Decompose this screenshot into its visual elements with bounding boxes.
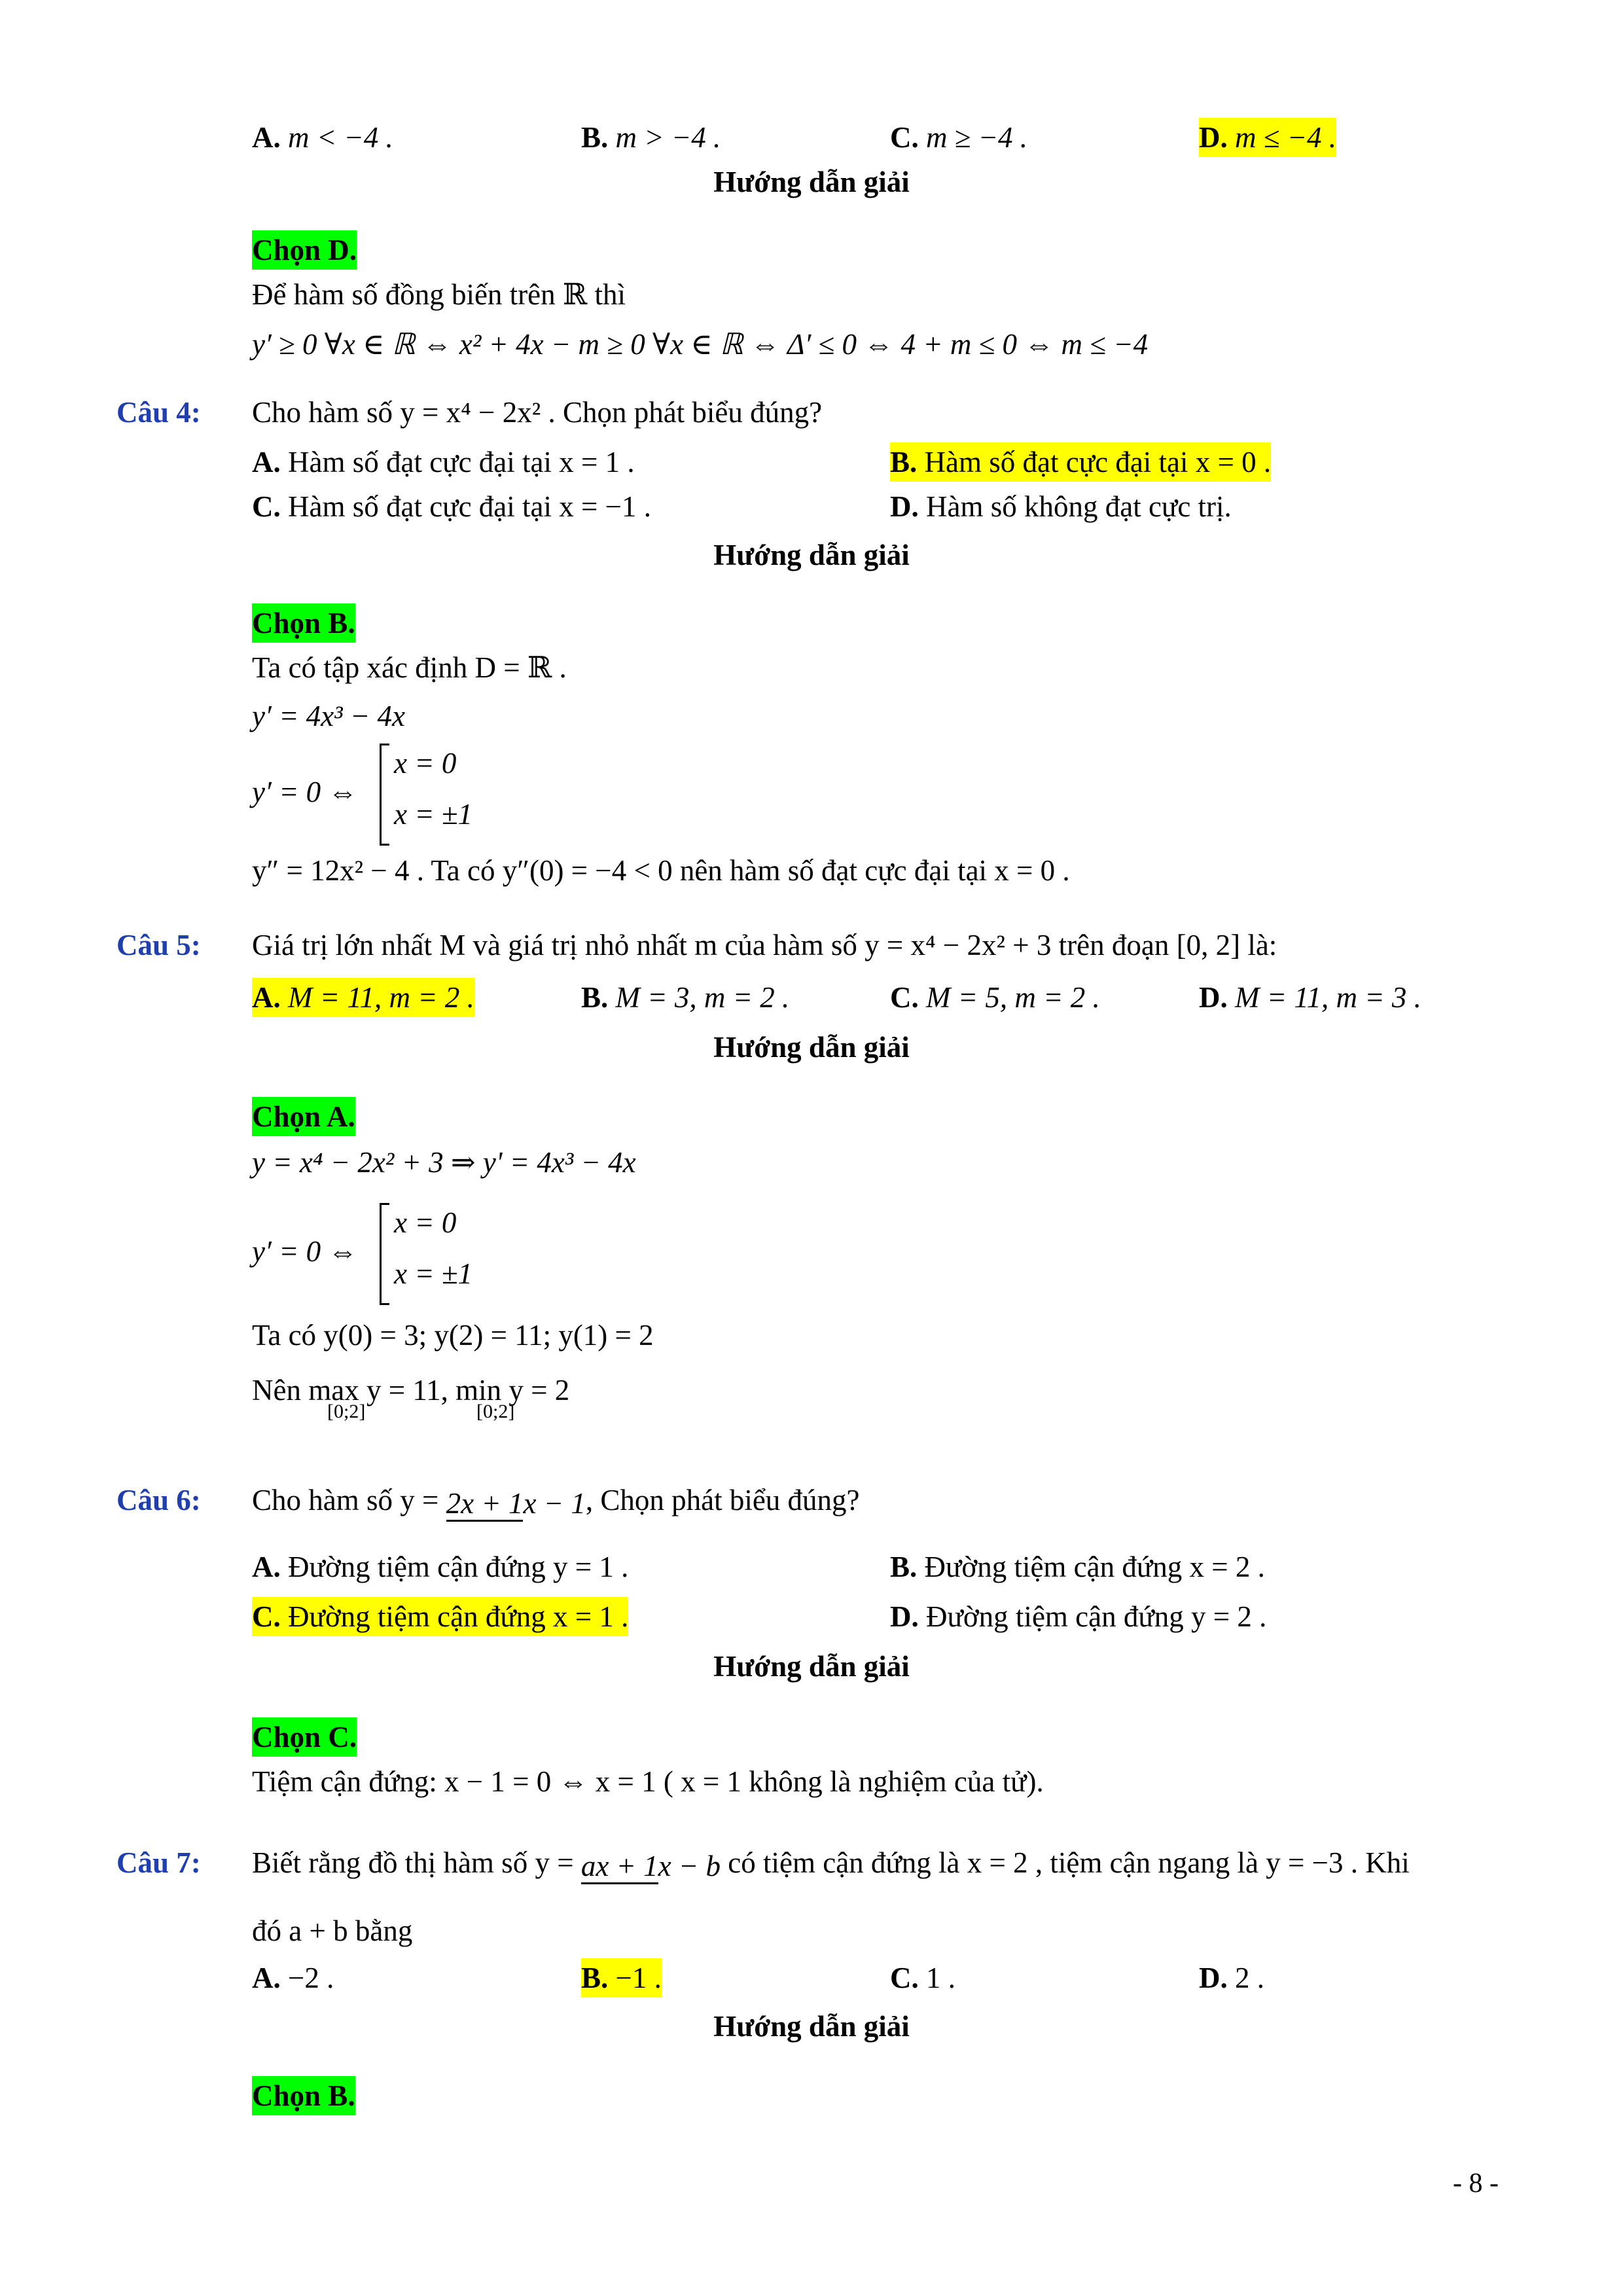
q6-fraction: 2x + 1x − 1 xyxy=(446,1462,586,1545)
q5-solution-line1: y = x⁴ − 2x² + 3 ⇒ y' = 4x³ − 4x xyxy=(252,1146,636,1179)
page-number: - 8 - xyxy=(1453,2168,1499,2198)
q3-solution-line1: Để hàm số đồng biến trên ℝ thì xyxy=(252,278,626,311)
q7-guide-heading: Hướng dẫn giải xyxy=(713,2010,910,2043)
q3-option-d-correct: D. m ≤ −4 . xyxy=(1199,118,1336,157)
q4-option-b-correct: B. Hàm số đạt cực đại tại x = 0 . xyxy=(890,442,1271,482)
q6-answer-badge: Chọn C. xyxy=(252,1717,357,1757)
q7-option-c: C. 1 . xyxy=(890,1962,955,1994)
q4-system-bottom: x = ±1 xyxy=(394,798,473,831)
q4-label: Câu 4: xyxy=(116,396,201,429)
q7-stem-line2: đó a + b bằng xyxy=(252,1914,413,1947)
q4-system-top: x = 0 xyxy=(394,747,457,780)
q4-option-d: D. Hàm số không đạt cực trị. xyxy=(890,490,1232,523)
q7-answer-badge: Chọn B. xyxy=(252,2076,355,2115)
q5-option-a-correct: A. M = 11, m = 2 . xyxy=(252,978,474,1017)
q6-stem: Cho hàm số y = 2x + 1x − 1, Chọn phát biểu đúng? xyxy=(252,1458,860,1545)
q3-guide-heading: Hướng dẫn giải xyxy=(713,166,910,198)
q3-answer-badge: Chọn D. xyxy=(252,230,357,270)
q6-option-c-correct: C. Đường tiệm cận đứng x = 1 . xyxy=(252,1597,628,1636)
q4-answer-badge: Chọn B. xyxy=(252,603,355,643)
q4-stem: Cho hàm số y = x⁴ − 2x² . Chọn phát biểu đúng? xyxy=(252,396,823,429)
q4-option-c: C. Hàm số đạt cực đại tại x = −1 . xyxy=(252,490,652,523)
q4-option-a: A. Hàm số đạt cực đại tại x = 1 . xyxy=(252,446,635,478)
q5-solution-line3: Ta có y(0) = 3; y(2) = 11; y(1) = 2 xyxy=(252,1319,654,1352)
q5-option-d: D. M = 11, m = 3 . xyxy=(1199,981,1421,1014)
q7-option-b-correct: B. −1 . xyxy=(581,1958,662,1998)
q6-label: Câu 6: xyxy=(116,1484,201,1516)
q6-solution-line1: Tiệm cận đứng: x − 1 = 0 ⇔ x = 1 ( x = 1 không là nghiệm của tử). xyxy=(252,1765,1044,1798)
q6-option-d: D. Đường tiệm cận đứng y = 2 . xyxy=(890,1600,1267,1633)
q5-option-c: C. M = 5, m = 2 . xyxy=(890,981,1100,1014)
q5-solution-line4: Nên max y = 11, min y = 2 xyxy=(252,1374,570,1407)
q5-guide-heading: Hướng dẫn giải xyxy=(713,1031,910,1064)
q5-min-subscript: [0;2] xyxy=(476,1401,515,1422)
q5-option-b: B. M = 3, m = 2 . xyxy=(581,981,790,1014)
q6-option-a: A. Đường tiệm cận đứng y = 1 . xyxy=(252,1551,629,1583)
q7-option-d: D. 2 . xyxy=(1199,1962,1264,1994)
q5-system-top: x = 0 xyxy=(394,1206,457,1239)
q3-option-a: A. m < −4 . xyxy=(252,121,393,154)
q4-guide-heading: Hướng dẫn giải xyxy=(713,539,910,571)
q5-max-subscript: [0;2] xyxy=(327,1401,366,1422)
q4-solution-line2: y′ = 4x³ − 4x xyxy=(252,700,405,732)
q7-label: Câu 7: xyxy=(116,1846,201,1879)
q6-guide-heading: Hướng dẫn giải xyxy=(713,1650,910,1683)
q4-solution-line1: Ta có tập xác định D = ℝ . xyxy=(252,651,567,684)
q6-option-b: B. Đường tiệm cận đứng x = 2 . xyxy=(890,1551,1265,1583)
q4-solution-line4: y″ = 12x² − 4 . Ta có y″(0) = −4 < 0 nên hàm số đạt cực đại tại x = 0 . xyxy=(252,854,1070,887)
q5-system-bottom: x = ±1 xyxy=(394,1257,473,1290)
q4-system-bracket xyxy=(380,744,389,846)
q7-option-a: A. −2 . xyxy=(252,1962,334,1994)
q3-solution-line2: y′ ≥ 0 ∀x ∈ ℝ ⇔ x² + 4x − m ≥ 0 ∀x ∈ ℝ ⇔ Δ′ ≤ 0 ⇔ 4 + m ≤ 0 ⇔ m ≤ −4 xyxy=(252,328,1149,361)
q4-system-lhs: y′ = 0 ⇔ xyxy=(252,776,358,808)
q7-stem: Biết rằng đồ thị hàm số y = ax + 1x − b có tiệm cận đứng là x = 2 , tiệm cận ngang là y = −3 . Khi xyxy=(252,1821,1410,1908)
q3-option-c: C. m ≥ −4 . xyxy=(890,121,1028,154)
q5-system-lhs: y′ = 0 ⇔ xyxy=(252,1235,358,1268)
q5-label: Câu 5: xyxy=(116,929,201,961)
q3-option-b: B. m > −4 . xyxy=(581,121,721,154)
q5-system-bracket xyxy=(380,1203,389,1305)
q5-stem: Giá trị lớn nhất M và giá trị nhỏ nhất m của hàm số y = x⁴ − 2x² + 3 trên đoạn [0, 2] là: xyxy=(252,929,1277,961)
q5-answer-badge: Chọn A. xyxy=(252,1097,355,1136)
q7-fraction: ax + 1x − b xyxy=(581,1824,721,1908)
